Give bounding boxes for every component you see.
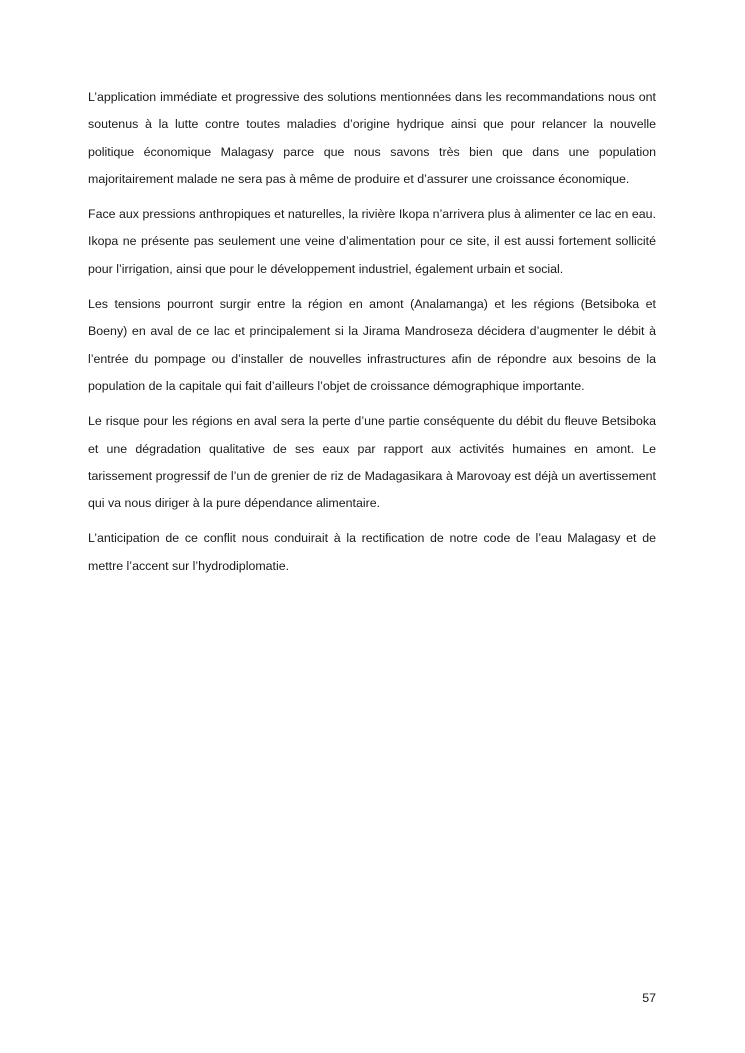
paragraph-downstream-risk: Le risque pour les régions en aval sera la perte d’une partie conséquente du débit du fleuve Betsiboka et une dégradation qualitative de ses eaux par rapport aux activités humaines en amont. Le tarissement progressif de l’un de grenier de riz de Madagasikara à Marovoay est déjà un avertissement qui va nous diriger à la pure dépendance alimentaire. bbox=[88, 414, 656, 511]
paragraph-solutions: L’application immédiate et progressive des solutions mentionnées dans les recommandations nous ont soutenus à la lutte contre toutes maladies d’origine hydrique ainsi que pour relancer la nouvelle politique économique Malagasy parce que nous savons très bien que dans une population majoritairement malade ne sera pas à même de produire et d’assurer une croissance économique. bbox=[88, 90, 656, 186]
paragraph-regional-tensions: Les tensions pourront surgir entre la région en amont (Analamanga) et les régions (Betsiboka et Boeny) en aval de ce lac et principalement si la Jirama Mandroseza décidera d’augmenter le débit à l’entrée du pompage ou d’installer de nouvelles infrastructures afin de répondre aux besoins de la population de la capitale qui fait d’ailleurs l’objet de croissance démographique importante. bbox=[88, 297, 656, 393]
paragraph-hydrodiplomacy: L’anticipation de ce conflit nous conduirait à la rectification de notre code de l’eau Malagasy et de mettre l’accent sur l’hydrodiplomatie. bbox=[88, 531, 656, 573]
document-body bbox=[88, 84, 656, 588]
page-number: 57 bbox=[642, 991, 656, 1005]
paragraph-ikopa-pressures: Face aux pressions anthropiques et naturelles, la rivière Ikopa n’arrivera plus à alimenter ce lac en eau. Ikopa ne présente pas seulement une veine d’alimentation pour ce site, il est aussi fortement sollicité pour l’irrigation, ainsi que pour le développement industriel, également urbain et social. bbox=[88, 207, 656, 276]
